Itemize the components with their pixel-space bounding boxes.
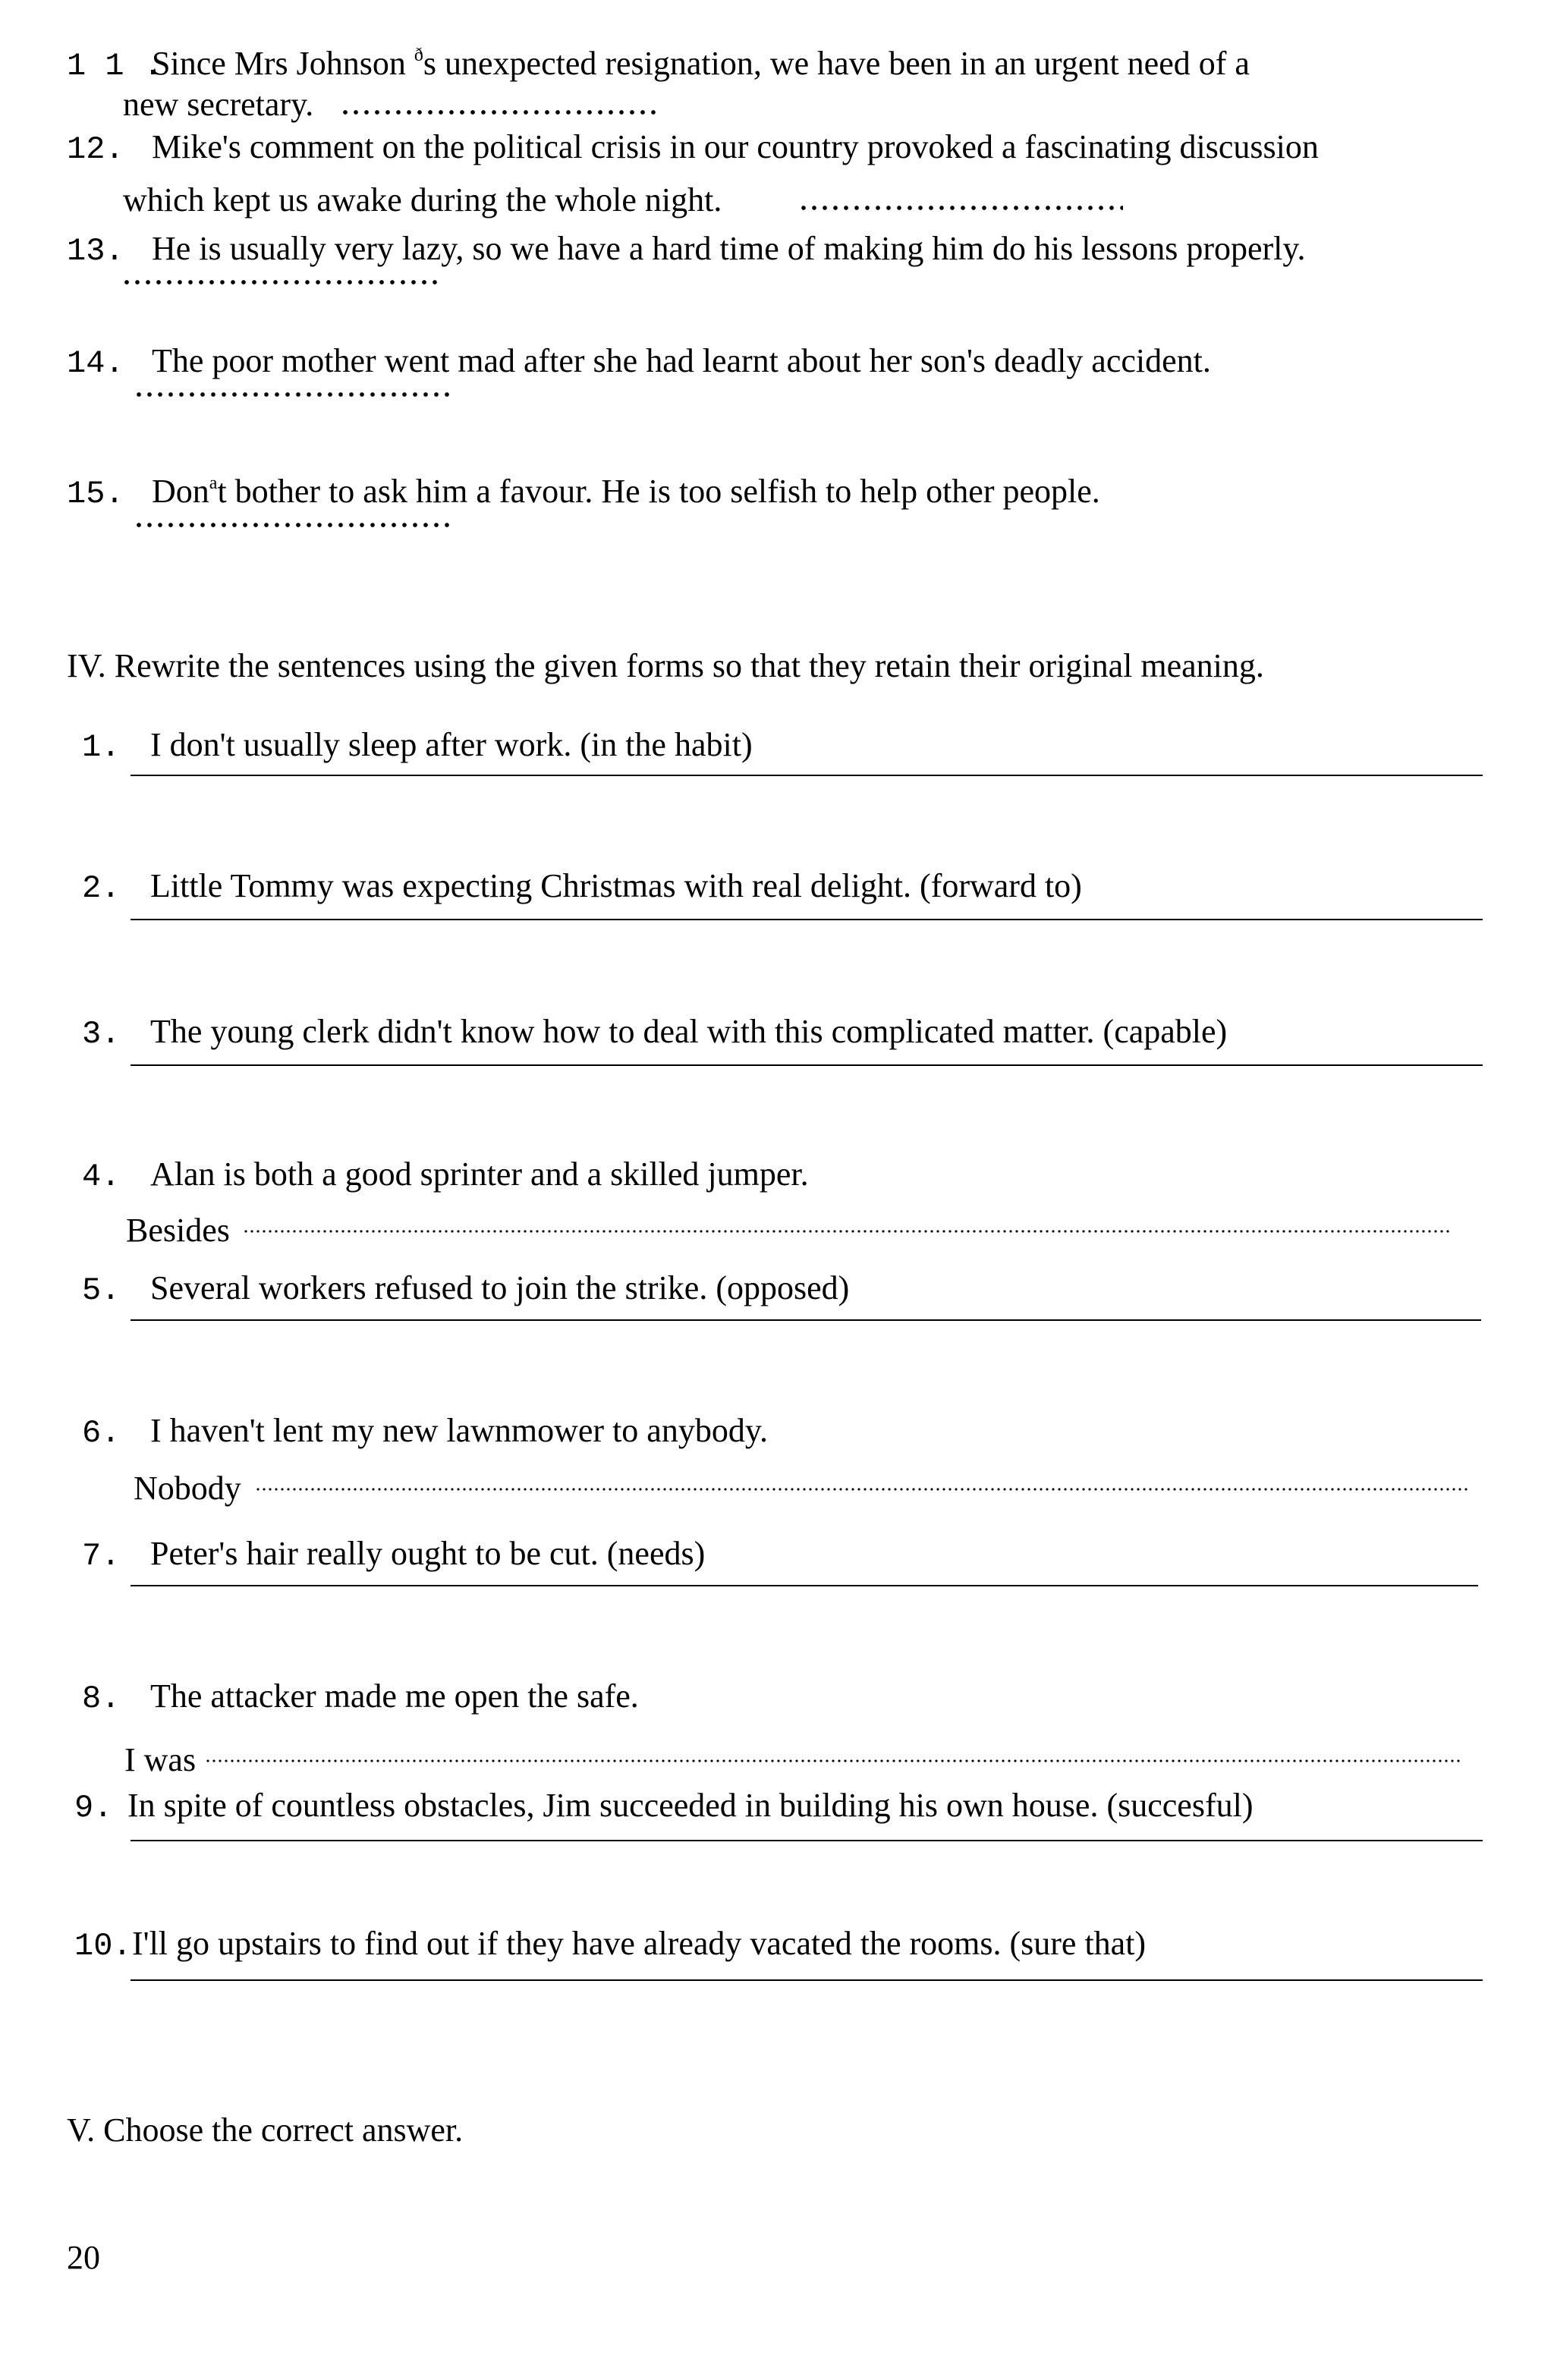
item-text: Alan is both a good sprinter and a skilled jumper.	[150, 1155, 809, 1193]
item-text: He is usually very lazy, so we have a hard time of making him do his lessons properly.	[152, 230, 1306, 267]
item-text: Mike's comment on the political crisis in our country provoked a fascinating discussion	[152, 128, 1319, 165]
sentence-starter: Besides	[126, 1212, 230, 1249]
item-number: 13.	[67, 233, 124, 269]
answer-line[interactable]	[131, 1064, 1483, 1066]
item-text: Since Mrs Johnson $^ð$s unexpected resignation, we have been in an urgent need of a	[152, 45, 1250, 82]
item-number: 3.	[82, 1016, 121, 1052]
item-text: Several workers refused to join the strike. (opposed)	[150, 1269, 850, 1306]
answer-dotted-line[interactable]	[205, 1759, 1461, 1763]
item-number: 1.	[82, 729, 121, 766]
item-text: Don$^a$t bother to ask him a favour. He is too selfish to help other people.	[152, 473, 1100, 510]
answer-line[interactable]	[131, 919, 1483, 920]
section-heading-iv: IV. Rewrite the sentences using the given forms so that they retain their original meaning.	[67, 647, 1264, 684]
item-number: 4.	[82, 1159, 121, 1195]
item-text: The poor mother went mad after she had learnt about her son's deadly accident.	[152, 342, 1211, 379]
item-text: Little Tommy was expecting Christmas with real delight. (forward to)	[150, 867, 1082, 904]
answer-line[interactable]	[131, 1840, 1483, 1841]
answer-dotted-line[interactable]	[340, 109, 660, 115]
answer-dotted-line[interactable]	[134, 522, 455, 528]
item-text: Peter's hair really ought to be cut. (needs)	[150, 1535, 706, 1572]
item-text: I haven't lent my new lawnmower to anybody.	[150, 1412, 768, 1449]
answer-dotted-line[interactable]	[121, 279, 440, 285]
item-number: 10.	[74, 1928, 132, 1964]
item-number: 6.	[82, 1415, 121, 1451]
item-number: 15.	[67, 476, 124, 512]
item-number: 5.	[82, 1272, 121, 1309]
item-number: 12.	[67, 131, 124, 168]
answer-dotted-line[interactable]	[134, 391, 455, 398]
item-text-line2: new secretary.	[123, 86, 314, 123]
answer-line[interactable]	[131, 1319, 1481, 1321]
answer-dotted-line[interactable]	[798, 205, 1123, 211]
answer-dotted-line[interactable]	[255, 1487, 1471, 1492]
item-number: 8.	[82, 1680, 121, 1717]
item-text: I don't usually sleep after work. (in the habit)	[150, 726, 753, 763]
item-text: I'll go upstairs to find out if they have already vacated the rooms. (sure that)	[132, 1925, 1147, 1962]
item-text: In spite of countless obstacles, Jim succeeded in building his own house. (succesful)	[127, 1787, 1254, 1824]
item-text: The young clerk didn't know how to deal with this complicated matter. (capable)	[150, 1013, 1228, 1050]
item-text-line2: which kept us awake during the whole night.	[123, 181, 722, 219]
answer-line[interactable]	[131, 775, 1483, 776]
item-number: 7.	[82, 1538, 121, 1574]
sentence-starter: I was	[124, 1741, 197, 1778]
section-heading-v: V. Choose the correct answer.	[67, 2111, 464, 2149]
sentence-starter: Nobody	[134, 1470, 241, 1507]
item-number: 14.	[67, 345, 124, 382]
item-number: 9.	[74, 1790, 113, 1826]
answer-line[interactable]	[131, 1585, 1478, 1586]
answer-line[interactable]	[131, 1979, 1483, 1981]
page-number: 20	[67, 2239, 100, 2276]
item-number: 2.	[82, 870, 121, 907]
item-text: The attacker made me open the safe.	[150, 1677, 639, 1715]
item-number: 1 1 .	[67, 48, 163, 84]
answer-dotted-line[interactable]	[243, 1229, 1451, 1234]
